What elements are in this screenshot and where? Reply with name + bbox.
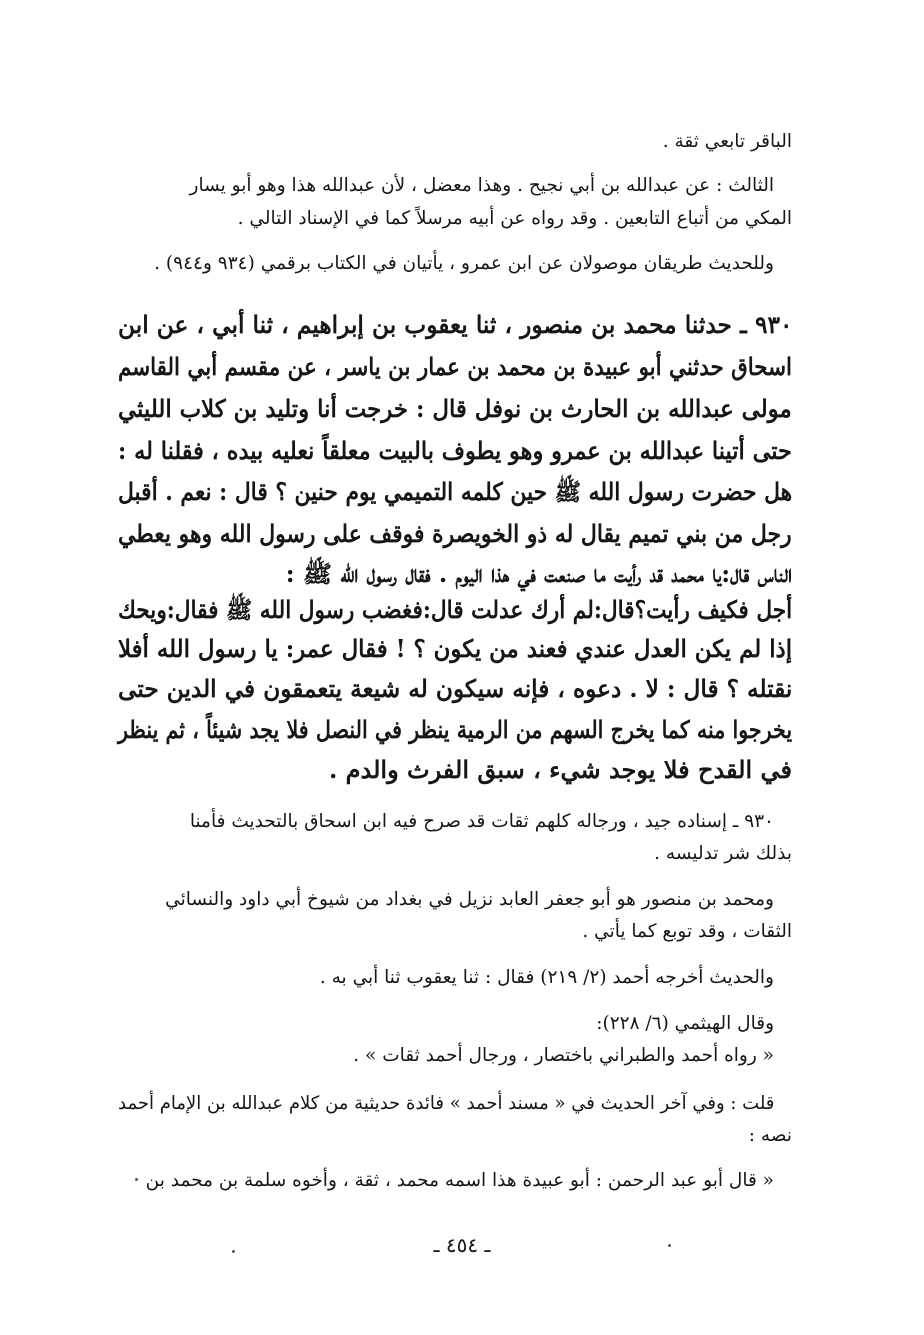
takhrij-line-2: بذلك شر تدليسه . <box>654 843 792 864</box>
hadith-line-12: في القدح فلا يوجد شيء ، سبق الفرث والدم . <box>328 755 792 784</box>
hadith-line-1: ٩٣٠ ـ حدثنا محمد بن منصور ، ثنا يعقوب بن إبراهيم ، ثنا أبي ، عن ابن <box>117 310 792 339</box>
hadith-line-9: إذا لم يكن العدل عندي فعند من يكون ؟ ! فقال عمر: يا رسول الله أفلا <box>117 634 792 663</box>
takhrij-line-6: وقال الهيثمي (٦/ ٢٢٨): <box>596 1013 774 1034</box>
takhrij-line-1: ٩٣٠ ـ إسناده جيد ، ورجاله كلهم ثقات قد صرح فيه ابن اسحاق بالتحديث فأمنا <box>189 811 774 832</box>
commentary-line-4: وللحديث طريقان موصولان عن ابن عمرو ، يأتيان في الكتاب برقمي (٩٣٤ و٩٤٤) . <box>154 253 774 274</box>
takhrij-line-3: ومحمد بن منصور هو أبو جعفر العابد نزيل في بغداد من شيوخ أبي داود والنسائي <box>165 889 774 910</box>
hadith-line-4: حتى أتينا عبدالله بن عمرو وهو يطوف بالبيت معلقاً نعليه بيده ، فقلنا له : <box>118 436 792 465</box>
commentary-line-1: الباقر تابعي ثقة . <box>662 131 792 152</box>
hadith-line-5: هل حضرت رسول الله ﷺ حين كلمه التميمي يوم حنين ؟ قال : نعم . أقبل <box>117 477 792 506</box>
hadith-line-7: الناس قال:يا محمد قد رأيت ما صنعت في هذا اليوم . فقال رسول الله ﷺ : <box>285 559 792 588</box>
commentary-line-2: الثالث : عن عبدالله بن أبي نجيح . وهذا معضل ، لأن عبدالله هذا وهو أبو يسار <box>189 175 774 196</box>
hadith-line-8: أجل فكيف رأيت؟قال:لم أرك عدلت قال:فغضب رسول الله ﷺ فقال:ويحك <box>117 595 792 624</box>
takhrij-line-9: نصه : <box>748 1125 792 1146</box>
hadith-line-2: اسحاق حدثني أبو عبيدة بن محمد بن عمار بن ياسر ، عن مقسم أبي القاسم <box>118 352 792 381</box>
takhrij-line-8: قلت : وفي آخر الحديث في « مسند أحمد » فائدة حديثية من كلام عبدالله بن الإمام أحمد <box>117 1093 774 1114</box>
hadith-line-3: مولى عبدالله بن الحارث بن نوفل قال : خرجت أنا وتليد بن كلاب الليثي <box>118 394 792 423</box>
takhrij-line-7: « رواه أحمد والطبراني باختصار ، ورجال أحمد ثقات » . <box>353 1045 774 1066</box>
takhrij-line-5: والحديث أخرجه أحمد (٢/ ٢١٩) فقال : ثنا يعقوب ثنا أبي به . <box>319 967 774 988</box>
takhrij-line-4: الثقات ، وقد توبع كما يأتي . <box>582 921 792 942</box>
scan-speck <box>232 1250 235 1253</box>
hadith-line-11: يخرجوا منه كما يخرج السهم من الرمية ينظر في النصل فلا يجد شيئاً ، ثم ينظر <box>117 715 792 744</box>
hadith-line-10: نقتله ؟ قال : لا . دعوه ، فإنه سيكون له شيعة يتعمقون في الدين حتى <box>117 674 792 703</box>
scan-speck <box>135 1178 138 1181</box>
commentary-line-3: المكي من أتباع التابعين . وقد رواه عن أبيه مرسلاً كما في الإسناد التالي . <box>237 208 792 229</box>
page-number: ـ ٤٥٤ ـ <box>433 1233 491 1257</box>
takhrij-line-10: « قال أبو عبد الرحمن : أبو عبيدة هذا اسمه محمد ، ثقة ، وأخوه سلمة بن محمد بن <box>145 1170 774 1191</box>
hadith-line-6: رجل من بني تميم يقال له ذو الخويصرة فوقف على رسول الله وهو يعطي <box>118 519 792 548</box>
scan-speck <box>668 1244 671 1247</box>
